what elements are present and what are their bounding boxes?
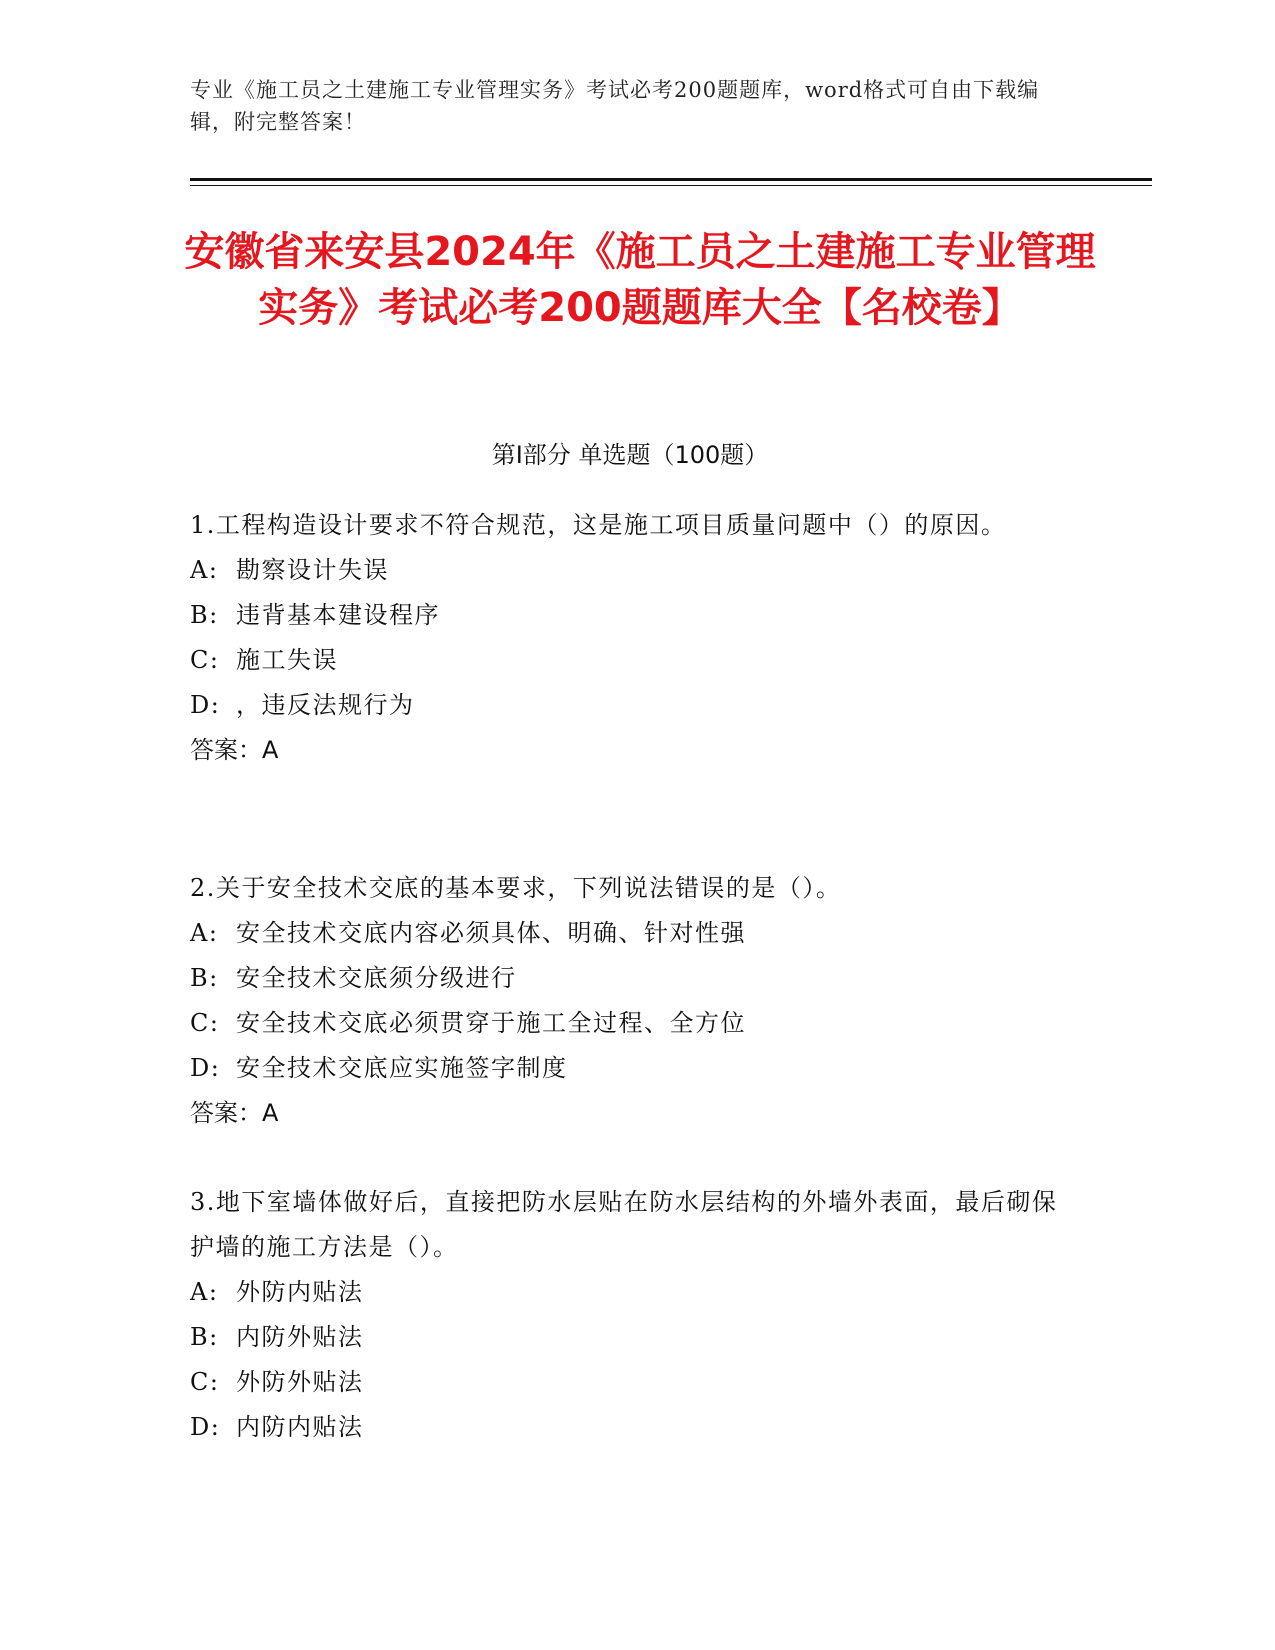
section-heading: 第I部分 单选题（100题） xyxy=(491,441,769,469)
option-text: 外防内贴法 xyxy=(236,1278,364,1306)
option-text: 安全技术交底应实施签字制度 xyxy=(236,1054,568,1082)
option-d xyxy=(190,1046,1070,1091)
option-text: 施工失误 xyxy=(236,646,338,674)
option-key: A: xyxy=(190,1278,219,1306)
option-a xyxy=(190,911,1070,956)
option-text: 安全技术交底须分级进行 xyxy=(236,964,517,992)
option-d xyxy=(190,1405,1070,1450)
option-key: C: xyxy=(190,646,220,674)
question-1 xyxy=(190,503,1070,773)
question-3 xyxy=(190,1180,1070,1450)
option-a xyxy=(190,1270,1070,1315)
option-d xyxy=(190,683,1070,728)
option-key: D: xyxy=(190,1413,221,1441)
question-2 xyxy=(190,866,1070,1136)
option-key: D: xyxy=(190,1054,221,1082)
option-key: C: xyxy=(190,1368,220,1396)
option-text: 外防外贴法 xyxy=(236,1368,364,1396)
option-key: C: xyxy=(190,1009,220,1037)
answer-line: 答案：A xyxy=(190,1099,279,1127)
option-key: A: xyxy=(190,919,219,947)
option-key: A: xyxy=(190,556,219,584)
header-divider-thick xyxy=(190,178,1152,181)
option-text: 安全技术交底内容必须具体、明确、针对性强 xyxy=(236,919,746,947)
option-key: D: xyxy=(190,691,221,719)
option-key: B: xyxy=(190,601,219,629)
option-text: 勘察设计失误 xyxy=(236,556,389,584)
question-stem: 3.地下室墙体做好后，直接把防水层贴在防水层结构的外墙外表面，最后砌保护墙的施工方法是（）。 xyxy=(190,1188,1058,1261)
header-note: 专业《施工员之土建施工专业管理实务》考试必考200题题库，word格式可自由下载编辑，附完整答案！ xyxy=(190,78,1040,134)
option-c xyxy=(190,638,1070,683)
option-key: B: xyxy=(190,964,219,992)
question-stem: 2.关于安全技术交底的基本要求，下列说法错误的是（）。 xyxy=(190,874,842,902)
option-text: 安全技术交底必须贯穿于施工全过程、全方位 xyxy=(236,1009,746,1037)
question-stem: 1.工程构造设计要求不符合规范，这是施工项目质量问题中（）的原因。 xyxy=(190,511,1007,539)
header-divider-thin xyxy=(190,185,1152,186)
option-text: 违背基本建设程序 xyxy=(236,601,440,629)
option-key: B: xyxy=(190,1323,219,1351)
option-text: ，违反法规行为 xyxy=(236,691,415,719)
answer-line: 答案：A xyxy=(190,736,279,764)
option-b xyxy=(190,956,1070,1001)
option-text: 内防内贴法 xyxy=(236,1413,364,1441)
option-a xyxy=(190,548,1070,593)
option-b xyxy=(190,593,1070,638)
option-text: 内防外贴法 xyxy=(236,1323,364,1351)
option-c xyxy=(190,1360,1070,1405)
document-title: 安徽省来安县2024年《施工员之土建施工专业管理实务》考试必考200题题库大全【名校卷】 xyxy=(184,229,1096,331)
option-b xyxy=(190,1315,1070,1360)
option-c xyxy=(190,1001,1070,1046)
